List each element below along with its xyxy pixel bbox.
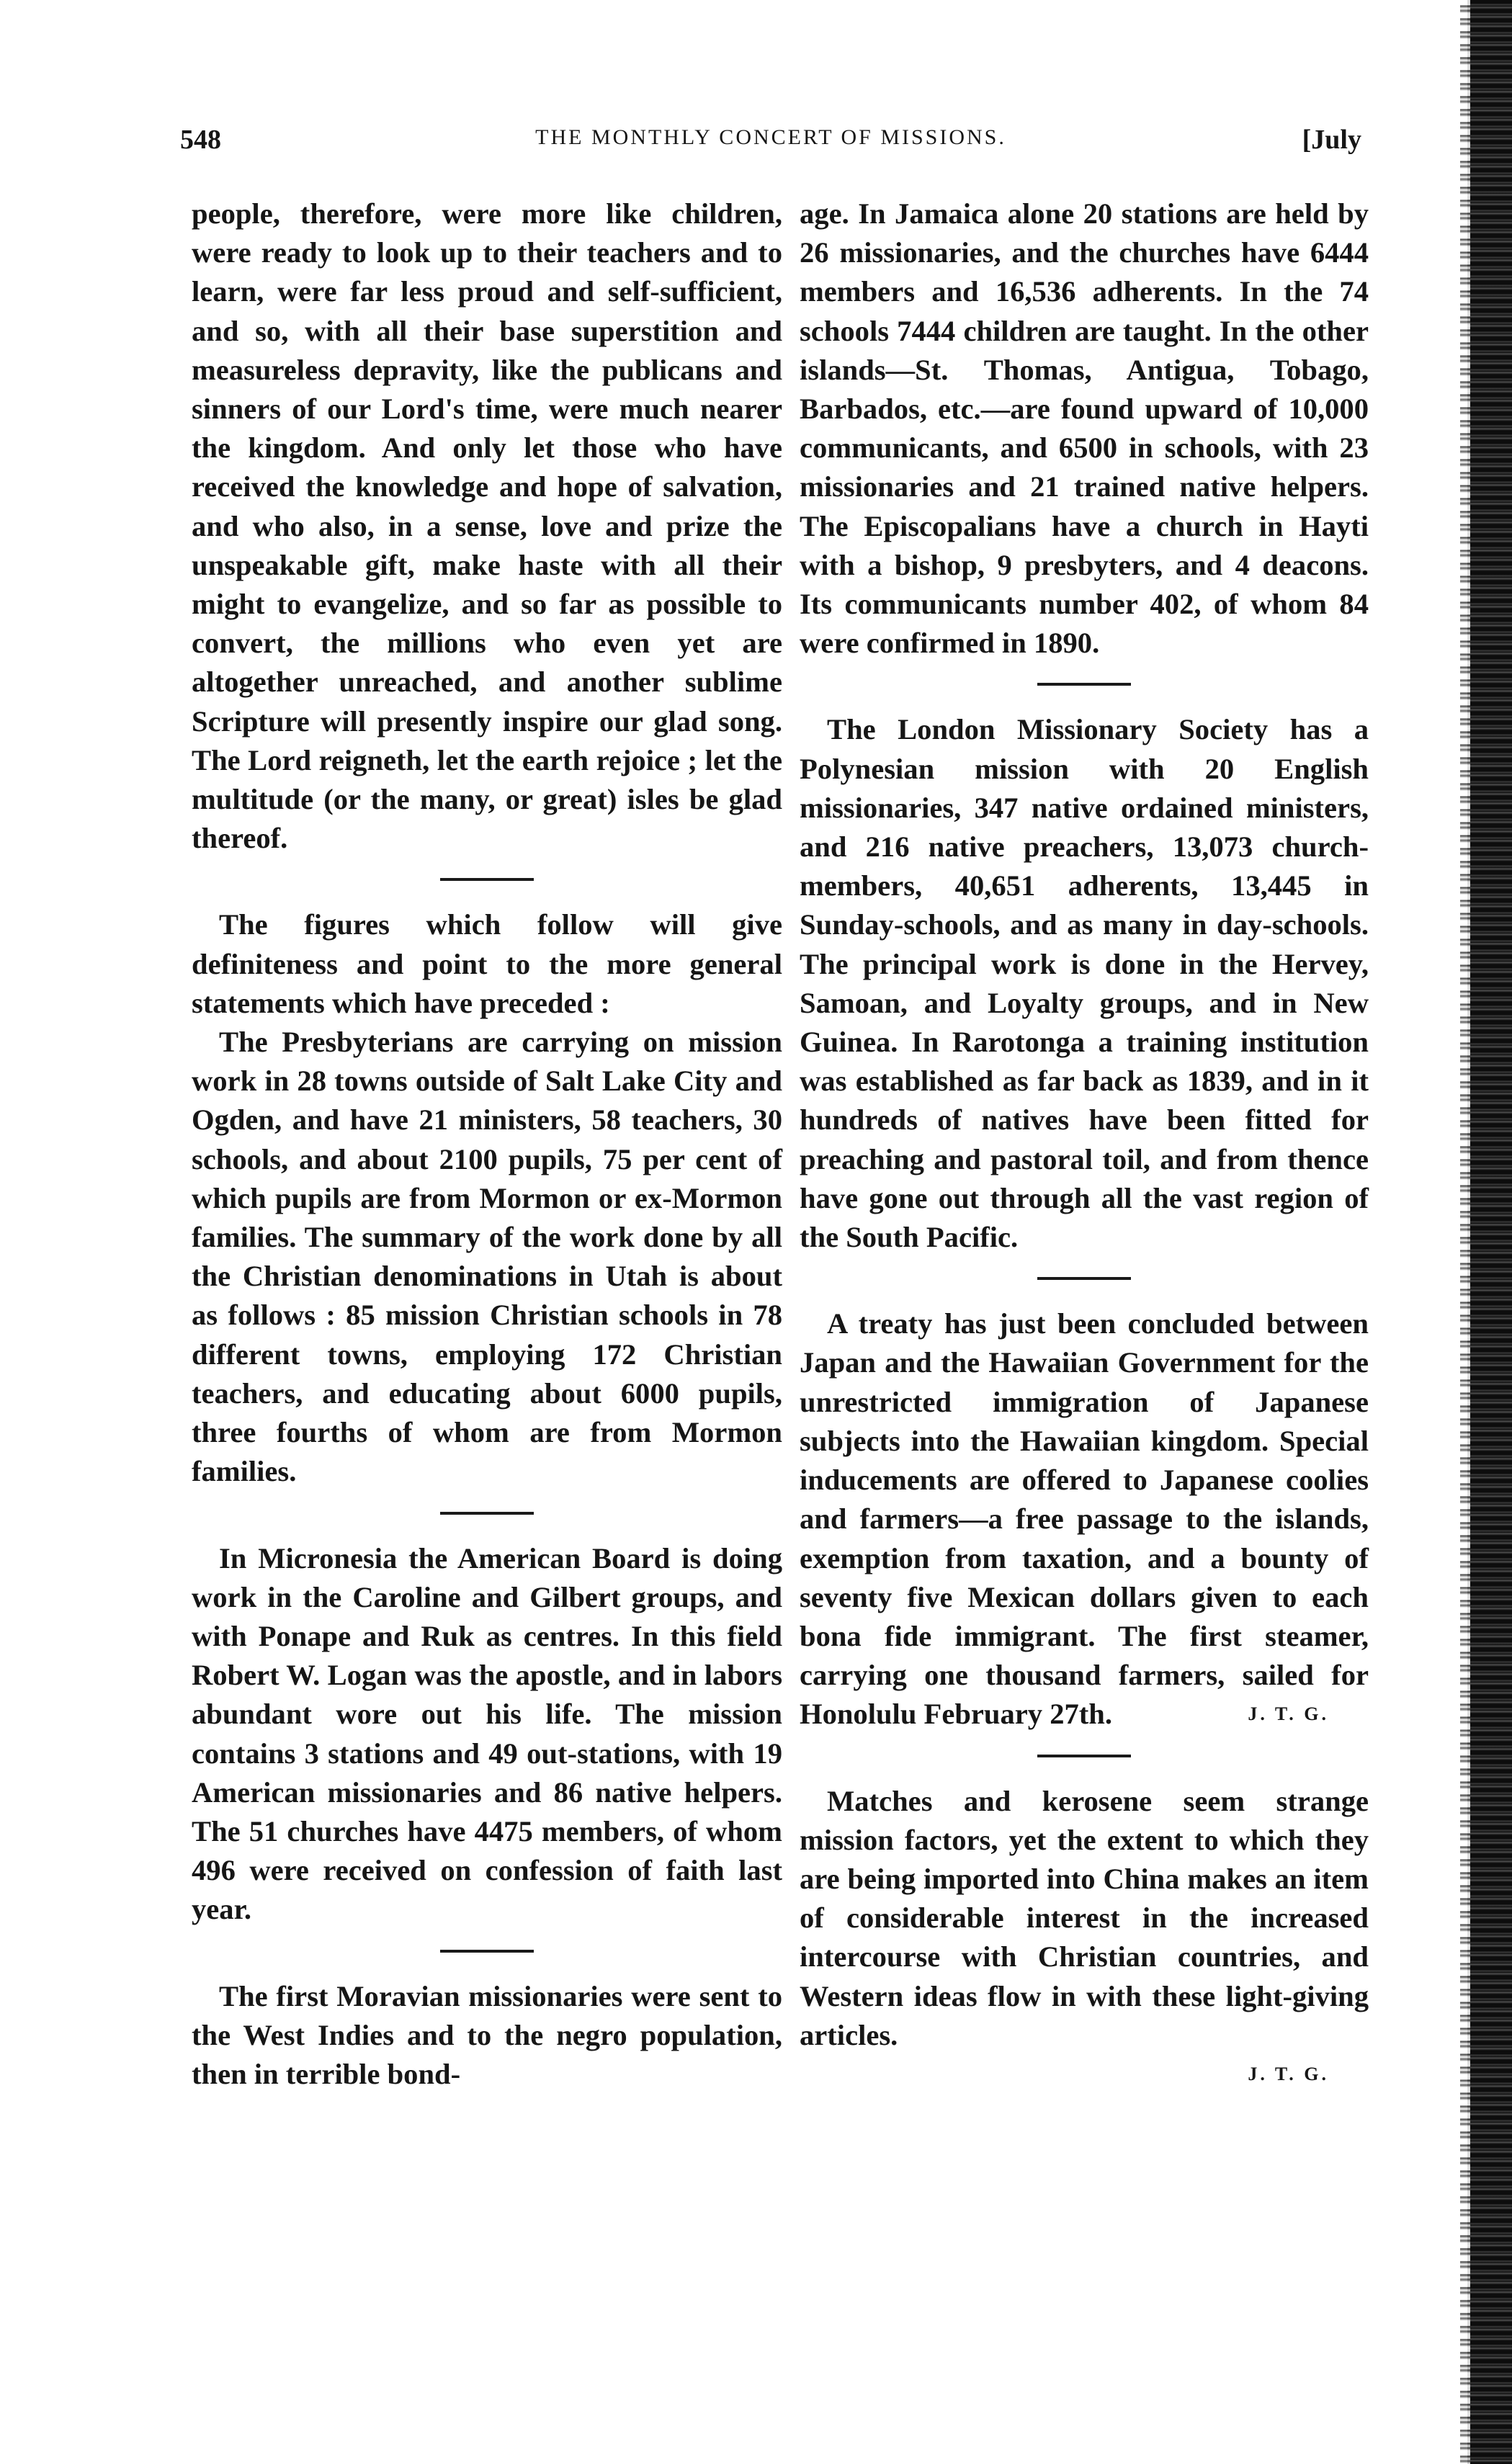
page-header (180, 124, 1361, 160)
paragraph: Matches and kerosene seem strange mission factors, yet the extent to which they are being imported into China makes an item of considerable interest in the increased intercourse with Christian countries, and Western ideas flow in with these light-giving articles. (800, 1784, 1369, 2051)
section-divider (440, 1950, 534, 1953)
section-divider (1037, 1277, 1131, 1280)
right-column (800, 194, 1369, 2094)
paragraph: The first Moravian missionaries were sent to the West Indies and to the negro population, then in terrible bond- (192, 1979, 782, 2090)
section-divider (1037, 1755, 1131, 1757)
section-divider (440, 878, 534, 881)
paragraph-text: A treaty has just been concluded between Japan and the Hawaiian Government for the unrestricted immigration of Japanese subjects into the Hawaiian kingdom. Special inducements are offered to Japanese coolies and farmers—a free passage to the islands, exemption from taxation, and a bounty of seventy five Mexican dollars given to each bona fide immigrant. The first steamer, carrying one thousand farmers, sailed for Honolulu February 27th. (800, 1307, 1369, 1731)
issue-month: [July (1302, 125, 1361, 155)
paragraph: people, therefore, were more like children, were ready to look up to their teachers and to learn, were far less proud and self-sufficient, and so, with all their base superstition and measureless depravity, like the publicans and sinners of our Lord's time, were much nearer the kingdom. And only let those who have received the knowledge and hope of salvation, and who also, in a sense, love and prize the unspeakable gift, make haste with all their might to evangelize, and so far as possible to convert, the millions who even yet are altogether unreached, and another sublime Scripture will presently inspire our glad song. The Lord reigneth, let the earth rejoice ; let the multitude (or the many, or great) isles be glad thereof. (192, 197, 782, 855)
section-divider (1037, 683, 1131, 686)
paragraph: In Micronesia the American Board is doing work in the Caroline and Gilbert groups, and with Ponape and Ruk as centres. In this field Robert W. Logan was the apostle, and in labors abundant wore out his life. The mission contains 3 stations and 49 out-stations, with 19 American missionaries and 86 native helpers. The 51 churches have 4475 members, of whom 496 were received on confession of faith last year. (192, 1541, 782, 1926)
paragraph: The Presbyterians are carrying on mission work in 28 towns outside of Salt Lake City and Ogden, and have 21 ministers, 58 teachers, 30 schools, and about 2100 pupils, 75 per cent of which pupils are from Mormon or ex-Mormon families. The summary of the work done by all the Christian denominations in Utah is about as follows : 85 mission Christian schools in 78 different towns, employing 172 Christian teachers, and educating about 6000 pupils, three fourths of whom are from Mormon families. (192, 1026, 782, 1488)
paragraph: The figures which follow will give definiteness and point to the more general statements which have preceded : (192, 908, 782, 1019)
running-title: THE MONTHLY CONCERT OF MISSIONS. (535, 125, 1006, 149)
section-divider (440, 1512, 534, 1515)
scan-binding-edge (1467, 0, 1512, 2464)
author-initials: J. T. G. (1248, 1703, 1329, 1725)
page-number: 548 (180, 125, 221, 155)
paragraph (800, 1304, 1369, 1734)
paragraph: age. In Jamaica alone 20 stations are held by 26 missionaries, and the churches have 6444 members and 16,536 adherents. In the 74 schools 7444 children are taught. In the other islands—St. Thomas, Antigua, Tobago, Barbados, etc.—are found upward of 10,000 communicants, and 6500 in schools, with 23 missionaries and 21 trained native helpers. The Episcopalians have a church in Hayti with a bishop, 9 presbyters, and 4 deacons. Its communicants number 402, of whom 84 were confirmed in 1890. (800, 197, 1369, 660)
paragraph: The London Missionary Society has a Polynesian mission with 20 English missionaries, 347 native ordained ministers, and 216 native preachers, 13,073 church-members, 40,651 adherents, 13,445 in Sunday-schools, and as many in day-schools. The principal work is done in the Hervey, Samoan, and Loyalty groups, and in New Guinea. In Rarotonga a training institution was established as far back as 1839, and in it hundreds of natives have been fitted for preaching and pastoral toil, and from thence have gone out through all the vast region of the South Pacific. (800, 713, 1369, 1254)
left-column (192, 194, 782, 2094)
author-initials: J. T. G. (1248, 2063, 1329, 2084)
